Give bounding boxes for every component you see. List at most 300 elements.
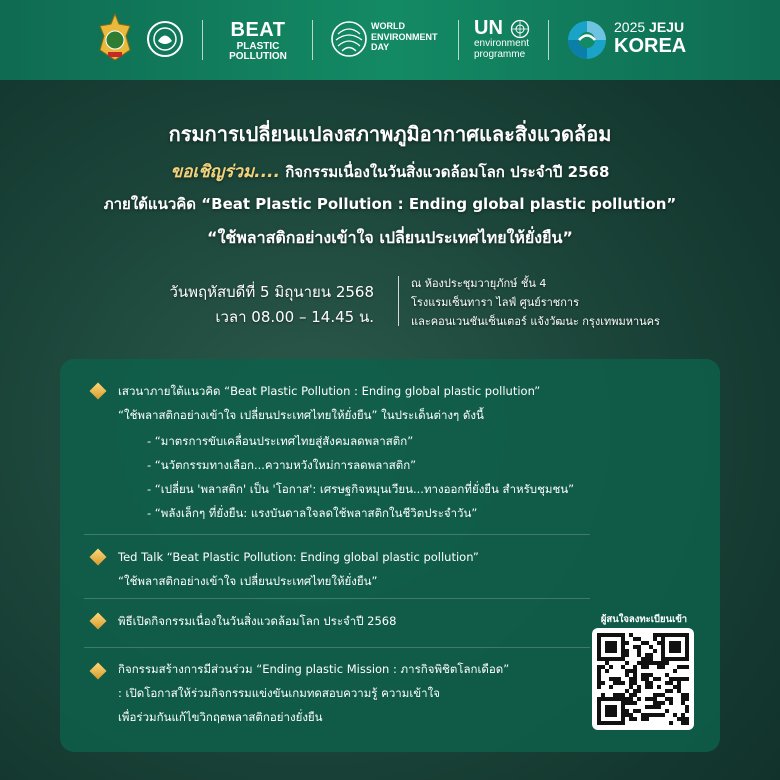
qr-module: [653, 661, 657, 665]
qr-module: [657, 677, 661, 681]
qr-module: [621, 701, 625, 705]
header-divider: [202, 20, 203, 60]
qr-module: [609, 677, 613, 681]
qr-module: [629, 677, 633, 681]
qr-module: [657, 633, 661, 637]
qr-module: [685, 653, 689, 657]
qr-module: [653, 693, 657, 697]
event-date-time: [162, 280, 374, 330]
qr-module: [649, 713, 653, 717]
qr-module: [641, 661, 645, 665]
qr-module: [621, 645, 625, 649]
agenda-item4-line1: กิจกรรมสร้างการมีส่วนร่วม “Ending plastic Mission : ภารกิจพิชิตโลกเดือด”: [118, 662, 510, 676]
qr-module: [661, 653, 665, 657]
qr-module: [665, 657, 669, 661]
qr-module: [685, 633, 689, 637]
qr-module: [661, 693, 665, 697]
qr-module: [609, 641, 613, 645]
qr-module: [625, 653, 629, 657]
qr-module: [661, 657, 665, 661]
qr-module: [657, 685, 661, 689]
qr-module: [605, 649, 609, 653]
qr-module: [677, 649, 681, 653]
qr-module: [685, 637, 689, 641]
qr-module: [597, 653, 601, 657]
department-title: กรมการเปลี่ยนแปลงสภาพภูมิอากาศและสิ่งแวดล้อม: [168, 122, 612, 146]
qr-module: [617, 681, 621, 685]
qr-module: [641, 657, 645, 661]
qr-module: [597, 633, 601, 637]
beat-plastic-pollution-logo: [222, 20, 294, 62]
event-venue: [411, 274, 660, 331]
qr-module: [617, 721, 621, 725]
qr-module: [597, 717, 601, 721]
qr-module: [677, 641, 681, 645]
qr-module: [637, 653, 641, 657]
qr-module: [657, 705, 661, 709]
qr-module: [613, 633, 617, 637]
beat-line1: BEAT: [230, 19, 286, 41]
qr-module: [677, 645, 681, 649]
qr-module: [661, 649, 665, 653]
beat-line3: POLLUTION: [229, 51, 287, 62]
qr-module: [681, 713, 685, 717]
qr-module: [665, 633, 669, 637]
wed-line3: DAY: [371, 42, 390, 52]
qr-module: [685, 665, 689, 669]
qr-module: [601, 633, 605, 637]
venue-line2: โรงแรมเซ็นทารา ไลฟ์ ศูนย์ราชการ: [411, 296, 579, 309]
qr-module: [613, 677, 617, 681]
qr-module: [665, 673, 669, 677]
qr-module: [625, 669, 629, 673]
qr-module: [641, 673, 645, 677]
qr-module: [633, 701, 637, 705]
qr-module: [649, 657, 653, 661]
agenda-item1-line2: “ใช้พลาสติกอย่างเข้าใจ เปลี่ยนประเทศไทยให้ยั่งยืน” ในประเด็นต่างๆ ดังนี้: [118, 408, 484, 422]
event-date: วันพฤหัสบดีที่ 5 มิถุนายน 2568: [169, 283, 374, 301]
agenda-separator: [84, 534, 590, 535]
qr-module: [621, 665, 625, 669]
panel-topic: - “นวัตกรรมทางเลือก...ความหวังใหม่การลดพลาสติก”: [147, 458, 417, 472]
qr-module: [661, 637, 665, 641]
qr-module: [645, 685, 649, 689]
qr-module: [653, 697, 657, 701]
qr-module: [653, 649, 657, 653]
qr-module: [661, 645, 665, 649]
agenda-separator: [84, 598, 590, 599]
qr-module: [637, 685, 641, 689]
un-line3: programme: [474, 49, 526, 60]
qr-module: [597, 701, 601, 705]
qr-module: [637, 709, 641, 713]
qr-module: [597, 641, 601, 645]
qr-module: [625, 709, 629, 713]
qr-module: [649, 645, 653, 649]
jeju-korea-2025-icon: [566, 19, 608, 61]
jeju-city: JEJU: [649, 19, 685, 35]
qr-module: [597, 721, 601, 725]
qr-module: [681, 677, 685, 681]
qr-module: [625, 649, 629, 653]
qr-module: [685, 657, 689, 661]
qr-module: [629, 701, 633, 705]
qr-module: [665, 681, 669, 685]
qr-module: [641, 665, 645, 669]
qr-module: [669, 645, 673, 649]
qr-module: [597, 709, 601, 713]
qr-module: [633, 637, 637, 641]
qr-module: [613, 693, 617, 697]
qr-module: [621, 717, 625, 721]
qr-module: [609, 633, 613, 637]
qr-module: [597, 685, 601, 689]
qr-module: [669, 689, 673, 693]
qr-module: [645, 717, 649, 721]
qr-module: [613, 641, 617, 645]
venue-line1: ณ ห้องประชุมวายุภักษ์ ชั้น 4: [411, 277, 547, 290]
agenda-item1-line1: เสวนาภายใต้แนวคิด “Beat Plastic Pollution : Ending global plastic pollution”: [118, 384, 541, 398]
agenda-item2-line2: “ใช้พลาสติกอย่างเข้าใจ เปลี่ยนประเทศไทยให้ยั่งยืน”: [118, 574, 378, 588]
qr-module: [657, 693, 661, 697]
qr-module: [621, 649, 625, 653]
qr-module: [641, 641, 645, 645]
qr-module: [669, 701, 673, 705]
qr-module: [645, 673, 649, 677]
qr-module: [673, 641, 677, 645]
qr-module: [617, 633, 621, 637]
qr-module: [637, 637, 641, 641]
beat-line2: PLASTIC: [236, 41, 280, 52]
qr-module: [597, 705, 601, 709]
qr-module: [685, 697, 689, 701]
qr-module: [637, 649, 641, 653]
qr-module: [673, 645, 677, 649]
qr-module: [609, 665, 613, 669]
qr-module: [649, 661, 653, 665]
header-divider: [548, 20, 549, 60]
qr-module: [625, 713, 629, 717]
event-time: เวลา 08.00 – 14.45 น.: [215, 308, 374, 326]
qr-module: [609, 713, 613, 717]
qr-module: [677, 717, 681, 721]
qr-module: [625, 689, 629, 693]
qr-module: [649, 697, 653, 701]
qr-module: [605, 713, 609, 717]
qr-module: [629, 697, 633, 701]
qr-module: [597, 665, 601, 669]
qr-module: [597, 681, 601, 685]
qr-module: [685, 677, 689, 681]
qr-code-icon: [597, 633, 689, 725]
qr-module: [621, 705, 625, 709]
qr-module: [625, 661, 629, 665]
qr-module: [681, 717, 685, 721]
header-divider: [312, 20, 313, 60]
qr-module: [685, 645, 689, 649]
qr-module: [677, 685, 681, 689]
qr-module: [669, 681, 673, 685]
qr-module: [645, 713, 649, 717]
qr-module: [677, 657, 681, 661]
qr-module: [625, 697, 629, 701]
qr-module: [653, 705, 657, 709]
qr-module: [605, 641, 609, 645]
qr-module: [601, 665, 605, 669]
qr-module: [633, 681, 637, 685]
qr-module: [621, 713, 625, 717]
qr-module: [685, 705, 689, 709]
qr-module: [605, 645, 609, 649]
panel-topic: - “เปลี่ยน 'พลาสติก' เป็น 'โอกาส': เศรษฐกิจหมุนเวียน...ทางออกที่ยั่งยืน สำหรับชุมชน”: [147, 482, 575, 496]
qr-module: [669, 697, 673, 701]
qr-module: [629, 669, 633, 673]
slogan-line: “ใช้พลาสติกอย่างเข้าใจ เปลี่ยนประเทศไทยให้ยั่งยืน”: [207, 228, 573, 247]
qr-module: [605, 709, 609, 713]
qr-module: [681, 633, 685, 637]
wed-line1: WORLD: [371, 21, 405, 31]
un-emblem-icon: [510, 19, 530, 39]
qr-module: [633, 669, 637, 673]
registration-label: ผู้สนใจลงทะเบียนเข้า: [600, 614, 688, 625]
qr-module: [657, 713, 661, 717]
qr-module: [613, 657, 617, 661]
theme-prefix: ภายใต้แนวคิด: [103, 195, 197, 213]
qr-module: [609, 697, 613, 701]
qr-module: [637, 697, 641, 701]
venue-line3: และคอนเวนชันเซ็นเตอร์ แจ้งวัฒนะ กรุงเทพมหานคร: [411, 315, 660, 328]
qr-module: [637, 645, 641, 649]
qr-module: [653, 713, 657, 717]
qr-module: [673, 685, 677, 689]
qr-module: [609, 649, 613, 653]
registration-qr-code[interactable]: [592, 628, 694, 730]
qr-module: [649, 653, 653, 657]
qr-module: [661, 665, 665, 669]
department-emblem-icon: [146, 20, 184, 58]
qr-module: [669, 641, 673, 645]
theme-line: [0, 192, 780, 216]
qr-module: [605, 721, 609, 725]
qr-module: [609, 705, 613, 709]
qr-module: [601, 681, 605, 685]
qr-module: [609, 721, 613, 725]
qr-module: [613, 649, 617, 653]
qr-module: [617, 657, 621, 661]
invite-text: ขอเชิญร่วม....: [170, 162, 280, 182]
qr-module: [645, 657, 649, 661]
ministry-seal-icon: [94, 12, 136, 62]
qr-module: [609, 685, 613, 689]
qr-module: [605, 633, 609, 637]
qr-module: [641, 717, 645, 721]
qr-module: [633, 677, 637, 681]
qr-module: [669, 721, 673, 725]
qr-module: [613, 721, 617, 725]
qr-module: [657, 661, 661, 665]
wed-line2: ENVIRONMENT: [371, 31, 438, 42]
qr-module: [685, 721, 689, 725]
qr-module: [597, 677, 601, 681]
qr-module: [681, 693, 685, 697]
qr-module: [621, 653, 625, 657]
qr-module: [653, 633, 657, 637]
qr-module: [613, 645, 617, 649]
qr-module: [677, 681, 681, 685]
qr-module: [661, 661, 665, 665]
qr-module: [613, 709, 617, 713]
qr-module: [637, 689, 641, 693]
agenda-item-opening-ceremony: พิธีเปิดกิจกรรมเนื่องในวันสิ่งแวดล้อมโลก ประจำปี 2568: [118, 614, 397, 628]
qr-module: [681, 721, 685, 725]
qr-module: [601, 693, 605, 697]
qr-module: [669, 633, 673, 637]
event-name: กิจกรรมเนื่องในวันสิ่งแวดล้อมโลก ประจำปี 2568: [285, 163, 610, 181]
agenda-item4-line2: : เปิดโอกาสให้ร่วมกิจกรรมแข่งขันเกมทดสอบความรู้ ความเข้าใจ: [118, 686, 440, 700]
qr-module: [661, 701, 665, 705]
qr-module: [677, 677, 681, 681]
qr-module: [685, 709, 689, 713]
qr-module: [669, 677, 673, 681]
qr-module: [641, 677, 645, 681]
qr-module: [633, 717, 637, 721]
qr-module: [621, 641, 625, 645]
agenda-item-mission-game: [118, 657, 509, 729]
qr-module: [685, 717, 689, 721]
qr-module: [629, 717, 633, 721]
qr-module: [617, 693, 621, 697]
qr-module: [681, 697, 685, 701]
qr-module: [629, 685, 633, 689]
qr-module: [637, 661, 641, 665]
qr-module: [685, 693, 689, 697]
qr-module: [597, 697, 601, 701]
qr-module: [645, 681, 649, 685]
qr-module: [673, 713, 677, 717]
qr-module: [609, 657, 613, 661]
theme-text: “Beat Plastic Pollution : Ending global plastic pollution”: [201, 195, 677, 213]
qr-module: [673, 633, 677, 637]
qr-module: [629, 633, 633, 637]
qr-module: [621, 657, 625, 661]
qr-module: [613, 705, 617, 709]
qr-module: [677, 689, 681, 693]
qr-module: [657, 701, 661, 705]
qr-module: [665, 689, 669, 693]
qr-module: [633, 693, 637, 697]
qr-module: [653, 677, 657, 681]
qr-module: [629, 713, 633, 717]
qr-module: [617, 677, 621, 681]
qr-module: [653, 701, 657, 705]
qr-module: [621, 681, 625, 685]
qr-module: [605, 697, 609, 701]
qr-module: [681, 701, 685, 705]
agenda-item-panel-discussion: [118, 379, 540, 427]
qr-module: [633, 689, 637, 693]
qr-module: [677, 665, 681, 669]
qr-module: [629, 681, 633, 685]
qr-module: [645, 665, 649, 669]
qr-module: [645, 661, 649, 665]
agenda-item-ted-talk: [118, 545, 479, 593]
agenda-separator: [84, 647, 590, 648]
qr-module: [601, 657, 605, 661]
qr-module: [621, 637, 625, 641]
qr-module: [681, 665, 685, 669]
qr-module: [649, 681, 653, 685]
qr-module: [661, 641, 665, 645]
qr-module: [609, 645, 613, 649]
qr-module: [605, 705, 609, 709]
qr-module: [673, 657, 677, 661]
qr-module: [633, 665, 637, 669]
qr-module: [609, 709, 613, 713]
qr-module: [641, 713, 645, 717]
panel-topic: - “มาตรการขับเคลื่อนประเทศไทยสู่สังคมลดพลาสติก”: [147, 434, 414, 448]
qr-module: [633, 645, 637, 649]
agenda-item4-line3: เพื่อร่วมกันแก้ไขวิกฤตพลาสติกอย่างยั่งยืน: [118, 710, 323, 724]
invitation-line: [0, 158, 780, 185]
qr-module: [657, 641, 661, 645]
qr-module: [665, 697, 669, 701]
qr-module: [605, 661, 609, 665]
qr-module: [597, 657, 601, 661]
qr-module: [625, 673, 629, 677]
qr-module: [645, 697, 649, 701]
qr-module: [681, 657, 685, 661]
qr-module: [621, 721, 625, 725]
qr-module: [601, 697, 605, 701]
un-line1: UN: [474, 17, 503, 39]
qr-module: [673, 677, 677, 681]
jeju-year: 2025: [614, 19, 646, 35]
header-logo-bar: [0, 0, 780, 80]
qr-module: [617, 697, 621, 701]
qr-module: [657, 665, 661, 669]
qr-module: [669, 657, 673, 661]
qr-module: [645, 653, 649, 657]
qr-module: [633, 673, 637, 677]
agenda-item2-line1: Ted Talk “Beat Plastic Pollution: Ending global plastic pollution”: [118, 550, 479, 564]
qr-module: [677, 633, 681, 637]
qr-module: [653, 637, 657, 641]
qr-module: [625, 701, 629, 705]
jeju-country: KOREA: [614, 35, 687, 57]
qr-module: [673, 669, 677, 673]
qr-module: [601, 721, 605, 725]
qr-module: [673, 649, 677, 653]
qr-module: [597, 673, 601, 677]
qr-module: [661, 633, 665, 637]
qr-module: [669, 649, 673, 653]
qr-module: [685, 641, 689, 645]
qr-module: [597, 649, 601, 653]
qr-module: [685, 649, 689, 653]
date-venue-divider: [398, 276, 399, 326]
qr-module: [625, 641, 629, 645]
qr-module: [621, 709, 625, 713]
qr-module: [613, 681, 617, 685]
qr-module: [613, 713, 617, 717]
qr-module: [605, 669, 609, 673]
qr-module: [629, 693, 633, 697]
qr-module: [621, 697, 625, 701]
un-line2: environment: [474, 38, 530, 49]
qr-module: [645, 677, 649, 681]
qr-module: [597, 713, 601, 717]
world-environment-day-icon: [330, 20, 368, 58]
